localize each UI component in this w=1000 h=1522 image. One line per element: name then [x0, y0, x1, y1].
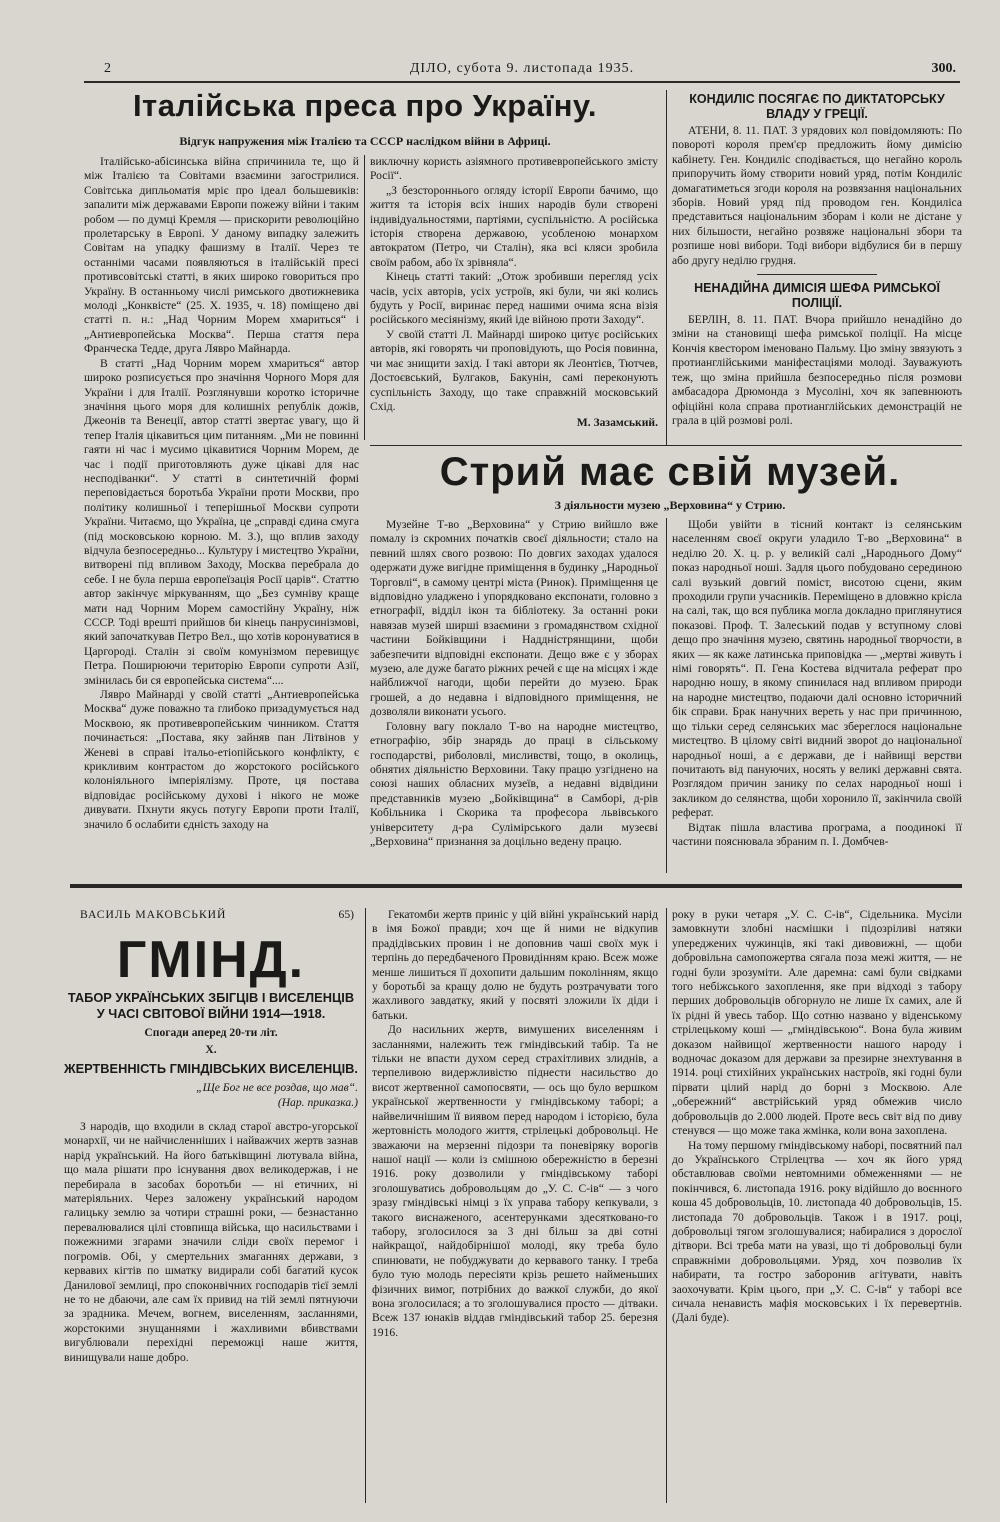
italy-signature: М. Зазамський.	[576, 416, 658, 430]
serial-subtitle: ТАБОР УКРАЇНСЬКИХ ЗБІГЦІВ І ВИСЕЛЕНЦІВ У ЧАСІ СВІТОВОЇ ВІЙНИ 1914—1918.	[67, 990, 355, 1022]
masthead: ДІЛО, субота 9. листопада 1935.	[409, 61, 635, 76]
column-divider	[666, 518, 667, 873]
serial-author-line	[64, 908, 358, 922]
serial-separator	[70, 884, 962, 888]
serial-paragraph: До насильних жертв, вимушених виселенням і засланнями, належить теж гміндівський табір. Та не тільки не впасти духом серед страхітливих злиднів, а терпеливою видержливістю піднести насильство до висот жертвенної самопосвяти, — ось що було вершком української жертвенности у гміндівському таборі; а найвеличнішим її виявом перед народом і історією, була жертовність молодого життя, стрілецькі добровольці. Не зважаючи на мерзенні підозри та поневіряку ворогів нашої нації — коли із смішною обережністю в березні 1916. року дозволили у гміндівському таборі зголошуватись добровольцям до „У. С. С-ів“ — з чого зразу гміндівські німці з їх управа табору кепкували, з такого виснаженого, асентерунками здесятковано-го табору, зголосилося за 3 дні більш за дві сотні найкращої, найдобірнішої молоді, яку треба було спинювати, не побуджувати до кервавого танку. І треба було тую молодь пересіяти крізь решето найменьших фізичних вимог, потрібних до важкої служби, до якої вона зголосилася; а то зголошувалися просто — дітваки. Всеж 137 юнаків віддав гміндівський табор 25. березня 1916.	[372, 1023, 658, 1339]
italy-paragraph: виключну користь азіямного противевропейського змісту Росії“.	[370, 155, 658, 183]
issue-number: 300.	[931, 61, 956, 76]
serial-paragraph: Гекатомби жертв приніс у цій війні український нарід в імя Божої правди; хоч ще й ними не відкупив прадідівських провин і не доповнив чаші своїх мук і терпінь до передбаченого Провидінням краю. Всеж може менше лишиться її дохопити дальшим поколінням, якщо у боротьбі за кращу долю не будуть розтрачувати того жахливого завдатку, який у посвяті зложили їх діди і батьки.	[372, 908, 658, 1022]
stryi-column-1	[370, 518, 658, 878]
column-divider	[364, 155, 365, 440]
serial-motto-source: (Нар. приказка.)	[277, 1095, 358, 1109]
serial-column-2	[372, 908, 658, 1508]
italy-article-subtitle: Відгук напружения між Італією та СССР наслідком війни в Африці.	[179, 134, 551, 148]
serial-paragraph: року в руки четаря „У. С. С-ів“, Сідельника. Мусіли замовкнути злобні насмішки і підозріливі натяки упереджених чужинців, які такі дивовижні, — щоби добровільна самопожертва сягала поза межі життя, — не годні були зрозуміти. Але даремна: самі були свідками того небіжського захоплення, яке при відході з табору перших добровольців обгорнуло не лише їх самих, але й їх рідні й увесь табор. Що сотню названо у віденському стрілецькому коші — „гміндівською“. Вона була живим доказом найвищої жертвенности нашого народу і водночас доказом для держави за презирне знехтування в 1914. році стихійних українських настроїв, які годні були пірвати цілий нарід до борні з Москвою. Але „обережний“ австрійський уряд обмежив число добровольців до 2.000 людей. Проте весь світ від по диву стенувся — що може така жмінка, коли вона захоплена.	[672, 908, 962, 1138]
rome-paragraph: БЕРЛІН, 8. 11. ПАТ. Вчора прийшло ненадійно до зміни на становищі шефа римської поліції. На місце Кончія квестором іменовано Пальму. Цю зміну звязують з протианглійськими маніфестаціями молоді. Зауважують теж, що зміна прийшла безпосередньо після розмови амбасадора Дрюмонда з Мусоліні, хоч як запевнюють офіційні кола справа протианглійських демонстрацій не грала в цій розмові ролі.	[672, 313, 962, 427]
stryi-paragraph: Головну вагу поклало Т-во на народне мистецтво, етнографію, збір знарядь до праці в сільському господарстві, риболовлі, мисливстві, тощо, в околиць, обнятих діяльністю Верховини. Таку працю узгіднено на союзі наших обласних музеїв, а недавні відвідини представників музею „Бойківщина“ в Самборі, д-рів Кобільника і Скорика та професора львівського університету д-ра Сулімірського дали музеєві „Верховина“ признання за доцільно ведену працю.	[370, 719, 658, 848]
column-divider	[666, 90, 667, 445]
stryi-column-2	[672, 518, 962, 878]
greece-paragraph: АТЕНИ, 8. 11. ПАТ. З урядових кол повідомляють: По повороті короля прем'єр предложить йому димісію кабінету. Ген. Кондиліс сподівається, що негайно король припоручить йому створити новий уряд, потім Кондиліс домагатиметься згоди короля на розвязання національних зборів. Новий уряд під проводом ген. Кондиліса представиться національним зборам і коли не дістане у них більшости, негайно розвяже національні збори та розпише нові вибори. Тоді вибори відбулися би в першу або другу неділю грудня.	[672, 124, 962, 267]
column-divider	[365, 908, 366, 1503]
stryi-paragraph: Музейне Т-во „Верховина“ у Стрию вийшло вже помалу із скромних початків своєї діяльности; стало на певний шлях свого розвою: По довгих заходах удалося одержати дуже вигідне приміщення в будинку „Народньої Торговлі“, в самому центрі міста (Ринок). Приміщення це відповідно уладжено і упорядковано експонати, головно з етнографії, відділ ікон та бібліотеку. За останні роки навязав музей ширші взаємини з громадянством східної частини Бойківщини і Наддністрянщини, щоби забезпечити відповідні експонати. Дещо вже є у зборах музею, але дуже багато ріжних речей є ще на місцях і жде найближчої нагоди, щоби перейти до музею. Брак грошей, а до недавна і відповідного приміщення, не дозволяли виконати усього.	[370, 518, 658, 719]
page-header	[84, 57, 960, 83]
page-number: 2	[104, 61, 111, 76]
serial-part: X.	[205, 1042, 217, 1056]
serial-subtitle-2: Спогади аперед 20-ти літ.	[144, 1026, 278, 1040]
stryi-article-title: Стрий має свій музей.	[439, 450, 901, 494]
section-rule	[370, 445, 962, 446]
italy-paragraph: Лявро Майнарді у своїй статті „Антиевропейська Москва“ дуже поважно та глибоко призадумується над Москвою, як противевропейським чинником. Стаття починається: „Постава, яку зайняв пан Літвінов у Женеві в справі італьо-етіопійського конфлікту, є крикливим контрастом до жорстокого російського колоніяльного імперіялізму. Проте, ця постава відповідає російському духові і нікого не може дивувати. Пхнути якусь потугу Европи проти Італії, значило б ослабити єдність заходу на	[84, 688, 359, 831]
italy-paragraph: „З безстороннього огляду історії Европи бачимо, що життя та історія всіх інших народів були створені індивідуальностями, партіями, суспільністю. А російська історія створена державою, усобленою монархом автократом (Петро, чи Сталін), яка всі кляси зробила своїм рабом, або їх зрівняла“.	[370, 183, 658, 269]
italy-paragraph: Італійсько-абісинська війна спричинила те, що й між Італією та Совітами взаємини загострилися. Совітська дипльоматія мріє про ідеал большевиків: запалити між державами Европи пожежу війни і таким робом — по думці Кремля — прискорити революційно пролетарську в Европі. У даному випадку залежить Совітам на упадку фашизму в Італії. Через те останніми часами появляються в італійській пресі противсовітські статті, в яких широко говориться про Україну. В останньому числі римського двотижневика молоді „Конквісте“ (25. Х. 1935, ч. 18) поміщено дві статті п. н.: „Над Чорним Морем хмариться“ і „Антиевропейська Москва“. Перша стаття пера Франческа Тедде, друга Лявро Майнарда.	[84, 155, 359, 356]
italy-column-1	[84, 155, 359, 875]
italy-paragraph: У своїй статті Л. Майнарді широко цитує російських авторів, які говорять чи проповідують, що Росія повинна, чи має знищити захід. І такі автори як Леонтієв, Тютчев, Достоєвський, Булгаков, Бакунін, самі переконують суспільність Заходу, що таке справжній московський Схід.	[370, 327, 658, 413]
serial-paragraph: З народів, що входили в склад старої австро-угорської монархії, чи не найчисленніших і найважчих жертв зазнав нарід український. На його батьківщині лютувала війна, що мала рішати про існування двох великодержав, і не перебирала в засобах боротьби — ні етичних, ні матеріяльних. Через заложену український народом галицьку землю за чотири страшні роки, — безнастанно перевалювалися цілі стовпища війська, що насильствами і пожежними згарами значили сліди своїх перемог і погромів. Обі, у смертельних змаганнях держави, з кервавих кігтів по шматку видирали собі багатий кусок Данилової землиці, про споконвічних господарів тієї землі не то не дбаючи, але сам їх привид на тій землі пятнуючи за зрадника. Мечем, вогнем, виселенням, засланнями, жорстокими знущаннями і жахливими вбивствами вигублювали перехідні переможці наше життя, винищували наше добро.	[64, 1120, 358, 1364]
stryi-paragraph: Щоби увійти в тісний контакт із селянським населенням своєї округи уладило Т-во „Верховина“ в неділю 20. Х. ц. р. у великій салі „Народнього Дому“ показ народньої ноші. Задля цього побудовано серединою салі вузький довгий поміст, висотою сцени, яким проходили групи учасників. Переміщено в дловжно крісла на салі, так, що вся публика могла докладно приглянутися показові. Проф. Т. Залеський подав у вступному слові дещо про значіння музею, святинь народньої творчости, в яких — як каже латинська приповідка — „мертві живуть і німі говорять“. П. Гена Костева відчитала реферат про народню ношу, в якому спинилася над впливом природи на народне мистецтво, подаючи далі основно історичний бік справи. Брак нанучних вереть у нас при причинною, що тільки серед селянських мас збереглося національне мистецтво. В цілому світі видний звороt до національної народньої ноші, а є держави, де і найвищі верстви почитають від пануючих, носять у великі державні свята. Розглядом причин занику по селах народньої ноші і закликом до селянства, щоби хоронило її, закінчила своїй реферат.	[672, 518, 962, 820]
column-divider	[666, 908, 667, 1503]
serial-chapter-number: 65)	[338, 908, 354, 921]
serial-motto: „Ще Бог не все роздав, що мав“.	[196, 1081, 358, 1095]
greece-headline: КОНДИЛІС ПОСЯГАЄ ПО ДИКТАТОРСЬКУ ВЛАДУ У ГРЕЦІЇ.	[689, 92, 945, 121]
news-separator	[757, 274, 877, 275]
italy-article-title: Італійська преса про Україну.	[132, 88, 598, 123]
serial-paragraph: На тому першому гміндівському наборі, посвятний пал до Українського Стрілецтва — хоч як його уряд обставлював своїми невтомними обмеженнями — не покінчився, 6. листопада 1916. року відійшло до воєнного коша 45 добровольців, 10. листопада 40 добровольців, 15. листопада 70 добровольців. Також і в 1917. році, добровольці тягом зголошувалися; набиралися з дорослої дітвори. Всі треба мати на увазі, що ті добровольці були справжніми добровольцями. Уряд, хоч позволив їх набирати, та гостро заборонив агітувати, навіть заохочувати. Крім цього, при „У. С. С-ів“ у таборі все сичала ненависть мафія московських і їх перевертнів. (Далі буде).	[672, 1138, 962, 1325]
serial-section-title: ЖЕРТВЕННІСТЬ ГМІНДІВСЬКИХ ВИСЕЛЕНЦІВ.	[64, 1061, 358, 1077]
stryi-paragraph: Відтак пішла властива програма, а поодинокі її частини пояснювала збраним п. І. Домбчев-	[672, 820, 962, 848]
serial-column-3	[672, 908, 962, 1508]
italy-column-2	[370, 155, 658, 445]
italy-paragraph: В статті „Над Чорним морем хмариться“ автор широко розписується про значіння Чорного Моря для України і для Італії. Розглянувши коротко історичне значіння цього моря для колишніх републік дожів, Джеонів та Венеції, автор статті звертає увагу, що й тепер Італія цікавиться цим питанням. „Ми не повинні гаяти ні час і мусимо цікавитися Чорним Морем, де час і події приготовляють дуже цікаві для нас несподіванки“. У статті в синтетичній формі переповідається боротьба України проти Москви, про політику колишньої і теперішньої Москви супроти України. Читаємо, що Україна, це „справді єдина смуга (під московською корною. М. З.), що вплив заходу відчула безпосередньо... Культуру і мистецтво України, витворені під впливом Заходу, Москва перебрала до себе. І не була перша европеїзація Росії царів“. Статтю автор закінчує міркуванням, що „Без сумніву краще мати над Чорним Морем самостійну Україну, ніж СССР. Тоді врешті прийшов би кінець панрусинізмові, який започаткував Петро Вел., що хотів коронуватися в Царгороді. Сталін зі своїм комунізмом перевищує Петра. Поширюючи територію Европи супроти Азії, змінилась би ся европейська система“....	[84, 356, 359, 687]
news-column	[672, 92, 962, 442]
rome-headline: НЕНАДІЙНА ДИМІСІЯ ШЕФА РИМСЬКОЇ ПОЛІЦІЇ.	[694, 281, 940, 311]
serial-title: ГМІНД.	[116, 931, 306, 990]
italy-paragraph: Кінець статті такий: „Отож зробивши перегляд усіх часів, усіх авторів, усіх устроїв, які були, чи які колись будуть у Росії, виринає перед нашими очима ясна візія російського месіянізму, який іде війною проти Заходу“.	[370, 270, 658, 327]
serial-author: ВАСИЛЬ МАКОВСЬКИЙ	[80, 908, 227, 921]
stryi-article-subtitle: З діяльности музею „Верховина“ у Стрию.	[554, 498, 786, 512]
serial-column-1	[64, 908, 358, 1508]
